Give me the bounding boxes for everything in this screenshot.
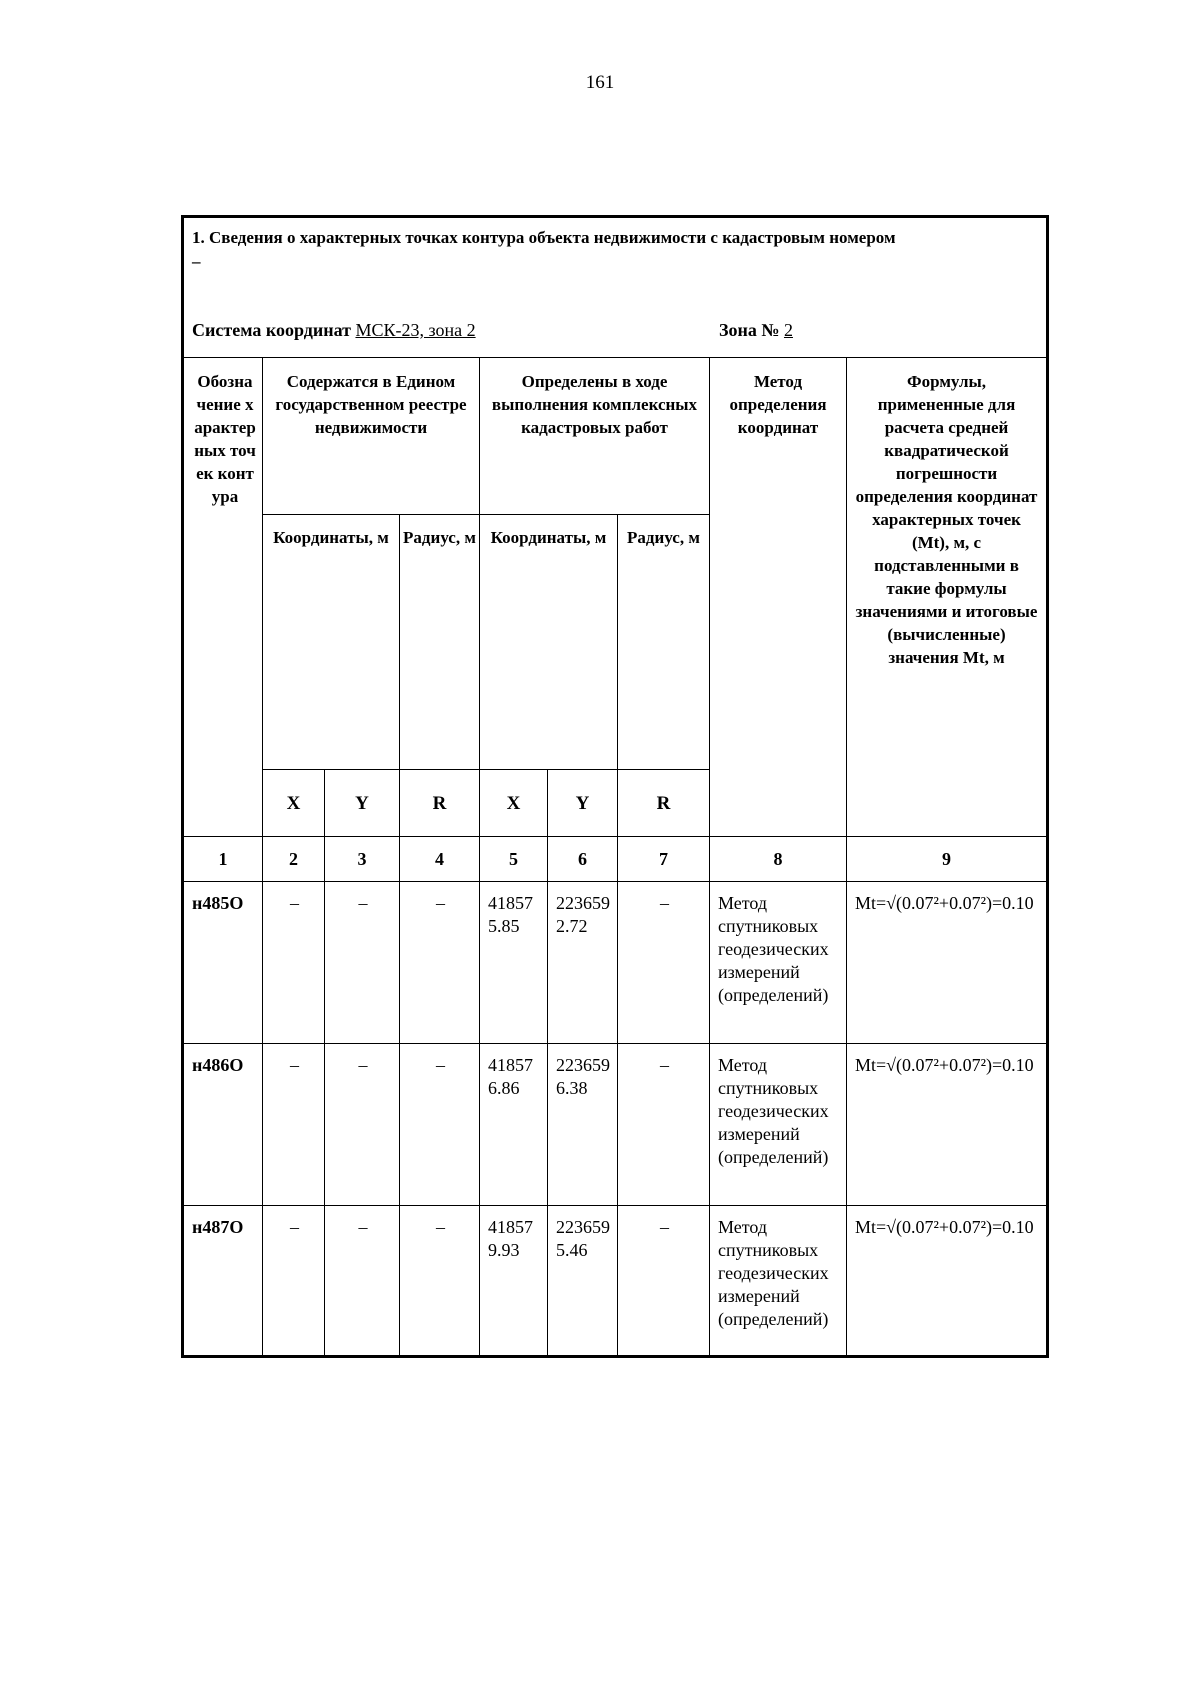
header-point-designation: Обозначение характерных точек контура	[183, 358, 263, 837]
header-x-egrn: X	[263, 770, 325, 837]
x-egrn-value: –	[263, 1206, 325, 1357]
coord-system-label: Система координат	[192, 320, 351, 340]
table-row	[183, 1206, 1048, 1357]
col-number: 4	[400, 837, 480, 882]
column-numbers-row	[183, 837, 1048, 882]
points-table	[181, 215, 1049, 1358]
x-egrn-value: –	[263, 882, 325, 1044]
col-number: 3	[325, 837, 400, 882]
formula-value: Mt=√(0.07²+0.07²)=0.10	[847, 882, 1048, 1044]
y-egrn-value: –	[325, 882, 400, 1044]
cadastral-number: –	[192, 252, 201, 271]
zone-line	[719, 319, 793, 342]
r-egrn-value: –	[400, 882, 480, 1044]
coord-system-value: МСК-23, зона 2	[355, 320, 476, 340]
r-value: –	[618, 1044, 710, 1206]
table-row	[183, 1044, 1048, 1206]
section-title-text: 1. Сведения о характерных точках контура объекта недвижимости с кадастровым номером	[192, 228, 896, 247]
formula-value: Mt=√(0.07²+0.07²)=0.10	[847, 1206, 1048, 1357]
col-number: 1	[183, 837, 263, 882]
x-value: 418579.93	[480, 1206, 548, 1357]
col-number: 7	[618, 837, 710, 882]
header-coords-work: Координаты, м	[480, 515, 618, 770]
section-title	[192, 226, 1038, 274]
header-r-work: R	[618, 770, 710, 837]
point-id: н485О	[183, 882, 263, 1044]
header-x-work: X	[480, 770, 548, 837]
x-egrn-value: –	[263, 1044, 325, 1206]
col-number: 2	[263, 837, 325, 882]
r-egrn-value: –	[400, 1206, 480, 1357]
header-r-egrn: R	[400, 770, 480, 837]
zone-value: 2	[783, 320, 793, 340]
y-value: 2236596.38	[548, 1044, 618, 1206]
y-value: 2236592.72	[548, 882, 618, 1044]
zone-label: Зона №	[719, 320, 780, 340]
header-coords-egrn: Координаты, м	[263, 515, 400, 770]
col-number: 9	[847, 837, 1048, 882]
coord-system-line	[192, 319, 476, 342]
header-y-egrn: Y	[325, 770, 400, 837]
y-egrn-value: –	[325, 1206, 400, 1357]
x-value: 418575.85	[480, 882, 548, 1044]
r-egrn-value: –	[400, 1044, 480, 1206]
header-group-work: Определены в ходе выполнения комплексных кадастровых работ	[480, 358, 710, 515]
col-number: 6	[548, 837, 618, 882]
header-radius-egrn: Радиус, м	[400, 515, 480, 770]
y-value: 2236595.46	[548, 1206, 618, 1357]
table-row	[183, 882, 1048, 1044]
header-group-egrn: Содержатся в Едином государственном реестре недвижимости	[263, 358, 480, 515]
col-number: 5	[480, 837, 548, 882]
x-value: 418576.86	[480, 1044, 548, 1206]
r-value: –	[618, 882, 710, 1044]
method-value: Метод спутниковых геодезических измерений (определений)	[710, 882, 847, 1044]
point-id: н486О	[183, 1044, 263, 1206]
formula-value: Mt=√(0.07²+0.07²)=0.10	[847, 1044, 1048, 1206]
y-egrn-value: –	[325, 1044, 400, 1206]
method-value: Метод спутниковых геодезических измерений (определений)	[710, 1206, 847, 1357]
point-id: н487О	[183, 1206, 263, 1357]
section-header	[183, 217, 1048, 358]
page-number: 161	[585, 72, 615, 93]
method-value: Метод спутниковых геодезических измерений (определений)	[710, 1044, 847, 1206]
r-value: –	[618, 1206, 710, 1357]
header-formula: Формулы, примененные для расчета средней квадратической погрешности определения координат характерных точек (Mt), м, с подставленными в такие формулы значениями и итоговые (вычисленные) значения Mt, м	[847, 358, 1048, 837]
header-method: Метод определения координат	[710, 358, 847, 837]
col-number: 8	[710, 837, 847, 882]
header-radius-work: Радиус, м	[618, 515, 710, 770]
header-y-work: Y	[548, 770, 618, 837]
